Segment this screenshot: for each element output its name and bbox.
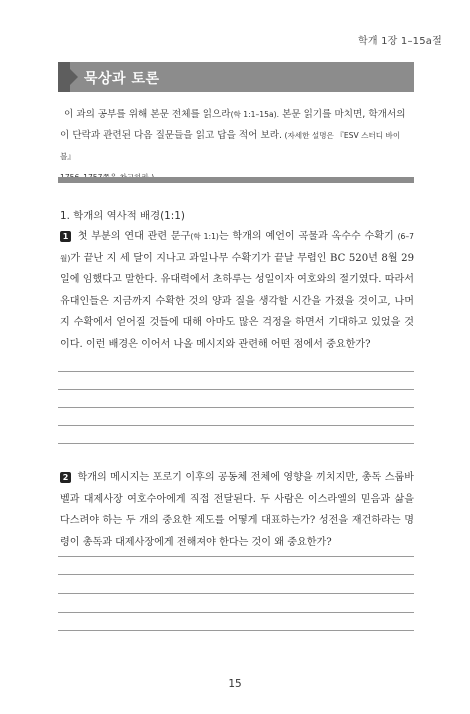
intro-paragraph bbox=[60, 104, 414, 188]
question-1-ref-a: (학 1:1) bbox=[190, 232, 219, 241]
question-1-text-c: 가 끝난 지 세 달이 지나고 과일나무 수확기가 끝날 무렵인 BC 520년 8월 29일에 임했다고 말한다. 유대력에서 초하루는 성일이자 여호와의 절기였다. 따라서 유대인들은 지금까지 수확한 것의 양과 질을 생각할 시간을 가졌을 것이고, 나머지 수확에서 얻어질 것들에 대해 아마도 많은 걱정을 하면서 기대하고 있었을 것이다. 이런 배경은 이어서 나올 메시지와 관련해 어떤 점에서 중요한가? bbox=[60, 252, 414, 350]
page-number: 15 bbox=[228, 678, 242, 690]
answer-line[interactable] bbox=[58, 425, 414, 426]
intro-line1-ref: (학 1:1–15a). bbox=[230, 110, 280, 119]
answer-line[interactable] bbox=[58, 630, 414, 631]
intro-line1: 이 과의 공부를 위해 본문 전체를 읽으라 bbox=[64, 109, 231, 120]
section-title: 묵상과 토론 bbox=[84, 71, 160, 87]
intro-line1-rest: 본문 읽기를 마치면, 학개서의 bbox=[279, 109, 406, 120]
answer-line[interactable] bbox=[58, 593, 414, 594]
question-2-text: 학개의 메시지는 포로기 이후의 공동체 전체에 영향을 끼치지만, 총독 스룹바벨과 대제사장 여호수아에게 직접 전달된다. 두 사람은 이스라엘의 믿음과 삶을 다스려야 하는 두 개의 중요한 제도를 어떻게 대표하는가? 성전을 재건하라는 명령이 총독과 대제사장에게 전해져야 한다는 것이 왜 중요한가? bbox=[60, 472, 414, 548]
question-heading-1: 1. 학개의 역사적 배경(1:1) bbox=[60, 210, 185, 222]
banner-tab bbox=[58, 62, 70, 92]
divider-bar bbox=[58, 177, 414, 183]
question-2 bbox=[60, 467, 414, 553]
banner-arrow-icon bbox=[70, 69, 78, 85]
intro-line2: 이 단락과 관련된 다음 질문들을 읽고 답을 적어 보라. bbox=[60, 130, 283, 141]
answer-line[interactable] bbox=[58, 574, 414, 575]
question-1-text-a: 첫 부분의 연대 관련 문구 bbox=[74, 231, 191, 242]
answer-line[interactable] bbox=[58, 371, 414, 372]
intro-line2-note: (자세한 설명은 『ESV 스터디 바이블』 bbox=[60, 131, 401, 161]
answer-line[interactable] bbox=[58, 556, 414, 557]
question-number-badge: 1 bbox=[60, 231, 71, 242]
answer-line[interactable] bbox=[58, 443, 414, 444]
section-banner bbox=[58, 62, 414, 92]
running-head: 학개 1장 1–15a절 bbox=[358, 36, 442, 47]
question-1-ref-b: (6–7월) bbox=[60, 232, 414, 263]
question-1 bbox=[60, 226, 414, 355]
question-1-text-b: 는 학개의 예언이 곡물과 옥수수 수확기 bbox=[218, 231, 398, 242]
question-number-badge: 2 bbox=[60, 472, 71, 483]
answer-line[interactable] bbox=[58, 407, 414, 408]
answer-line[interactable] bbox=[58, 612, 414, 613]
answer-line[interactable] bbox=[58, 389, 414, 390]
